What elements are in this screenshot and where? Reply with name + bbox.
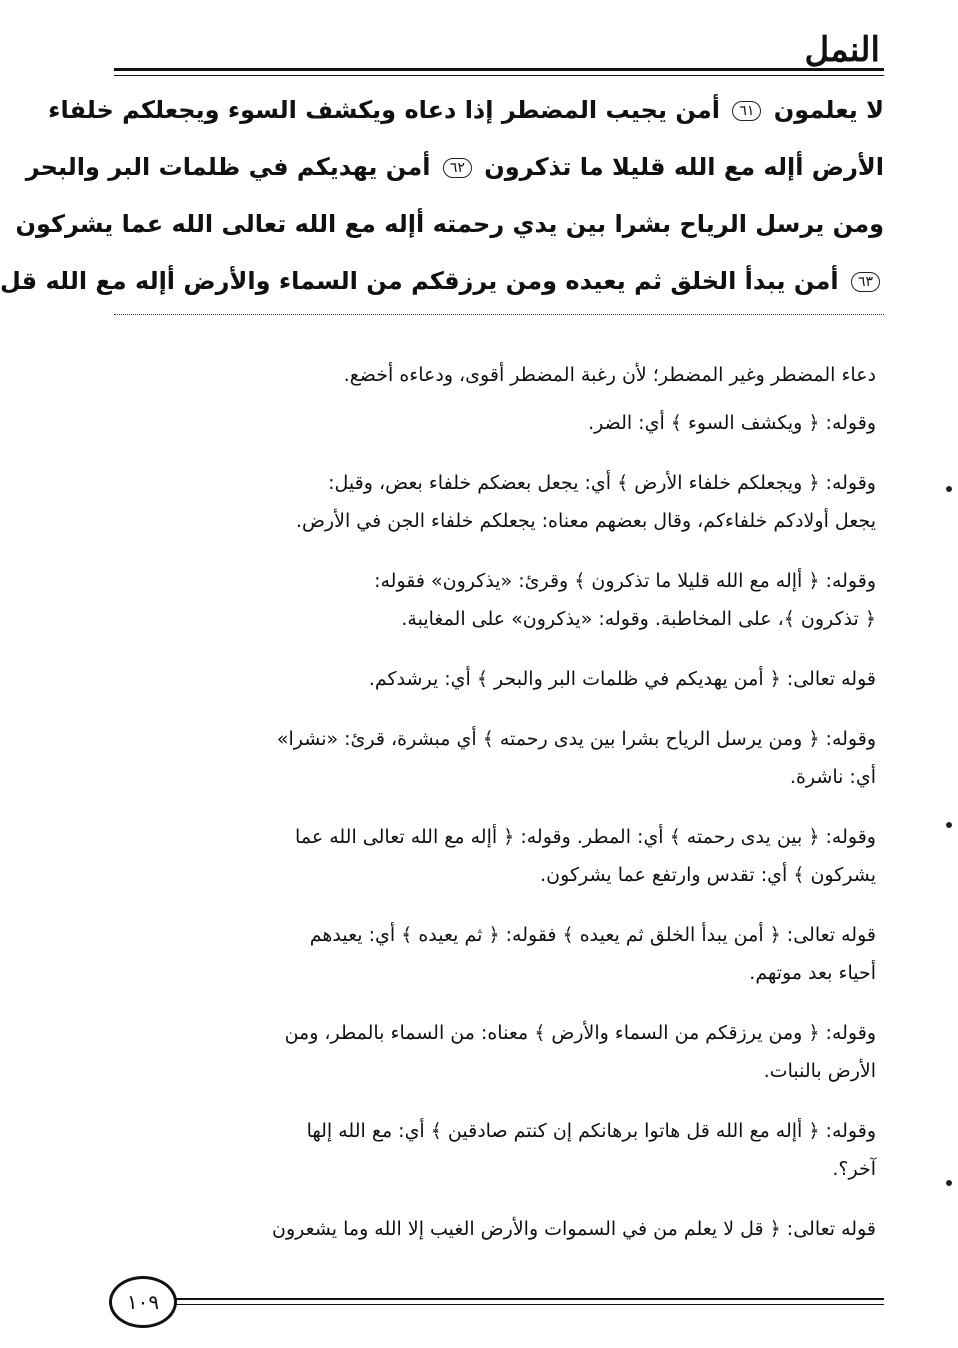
quran-line: ومن يرسل الرياح بشرا بين يدي رحمته أإله مع الله تعالى الله عما يشركون — [15, 210, 884, 238]
commentary-paragraph: وقوله: ﴿ ومن يرزقكم من السماء والأرض ﴾ معناه: من السماء بالمطر، ومن الأرض بالنبات. — [284, 1022, 876, 1082]
commentary-paragraph: وقوله: ﴿ بين يدى رحمته ﴾ أي: المطر. وقوله: ﴿ أإله مع الله تعالى الله عما يشركون ﴾ أي: تقدس وارتفع عما يشركون. — [295, 826, 876, 886]
commentary-paragraph: قوله تعالى: ﴿ قل لا يعلم من في السموات والأرض الغيب إلا الله وما يشعرون — [272, 1218, 876, 1240]
quran-separator — [114, 314, 884, 315]
commentary-paragraph: قوله تعالى: ﴿ أمن يبدأ الخلق ثم يعيده ﴾ فقوله: ﴿ ثم يعيده ﴾ أي: يعيدهم أحياء بعد موتهم. — [309, 924, 876, 984]
commentary-block — [107, 356, 876, 1270]
quran-line: ٦٣ أمن يبدأ الخلق ثم يعيده ومن يرزقكم من السماء والأرض أإله مع الله قل — [114, 253, 884, 310]
commentary-paragraph: وقوله: ﴿ ويكشف السوء ﴾ أي: الضر. — [588, 412, 876, 434]
ayah-number-marker: ٦٢ — [443, 158, 472, 178]
surah-title: النمل — [804, 30, 880, 70]
quran-text-block — [0, 82, 884, 310]
margin-mark — [946, 1180, 952, 1186]
header-rule-thin — [114, 75, 884, 76]
commentary-paragraph: وقوله: ﴿ أإله مع الله قل هاتوا برهانكم إن كنتم صادقين ﴾ أي: مع الله إلها آخر؟. — [306, 1120, 876, 1180]
margin-mark — [946, 822, 952, 828]
margin-mark — [946, 486, 952, 492]
footer-rule-thin — [159, 1304, 884, 1305]
quran-line: لا يعلمون ٦١ أمن يجيب المضطر إذا دعاه ويكشف السوء ويجعلكم خلفاء — [48, 96, 884, 124]
page-number: ١٠٩ — [109, 1276, 177, 1328]
ayah-number-marker: ٦٣ — [851, 272, 880, 292]
quran-line: الأرض أإله مع الله قليلا ما تذكرون ٦٢ أمن يهديكم في ظلمات البر والبحر — [25, 153, 884, 181]
commentary-paragraph: وقوله: ﴿ ويجعلكم خلفاء الأرض ﴾ أي: يجعل بعضكم خلفاء بعض، وقيل: يجعل أولادكم خلفاءكم، وقال بعضهم معناه: يجعلكم خلفاء الجن في الأرض. — [295, 472, 876, 532]
commentary-paragraph: وقوله: ﴿ ومن يرسل الرياح بشرا بين يدى رحمته ﴾ أي مبشرة، قرئ: «نشرا» أي: ناشرة. — [276, 728, 876, 788]
footer-rule — [159, 1298, 884, 1300]
commentary-paragraph: وقوله: ﴿ أإله مع الله قليلا ما تذكرون ﴾ وقرئ: «يذكرون» فقوله: ﴿ تذكرون ﴾، على المخاطبة. وقوله: «يذكرون» على المغايبة. — [374, 570, 876, 630]
ayah-number-marker: ٦١ — [732, 101, 761, 121]
commentary-paragraph: قوله تعالى: ﴿ أمن يهديكم في ظلمات البر والبحر ﴾ أي: يرشدكم. — [368, 668, 876, 690]
commentary-paragraph: دعاء المضطر وغير المضطر؛ لأن رغبة المضطر أقوى، ودعاءه أخضع. — [343, 364, 876, 386]
header-rule — [114, 68, 884, 71]
